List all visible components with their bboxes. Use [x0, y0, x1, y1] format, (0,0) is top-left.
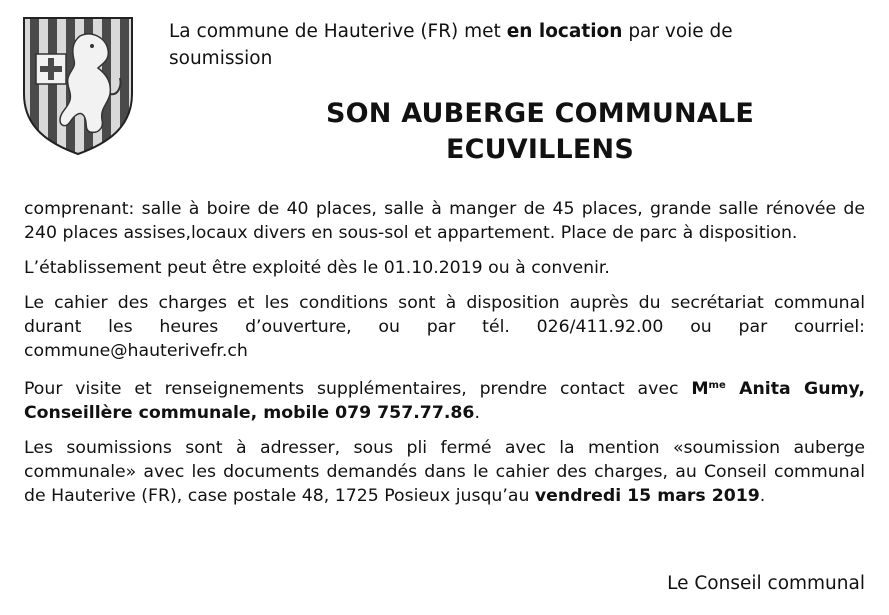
coat-of-arms-lion-icon: [22, 16, 134, 156]
documents-paragraph: Le cahier des charges et les conditions sont à disposition auprès du secrétariat communal durant les heures d’ouverture, ou par tél. 026/411.92.00 ou par courriel: commune@hauterivefr.ch: [24, 293, 865, 361]
submission-suffix: .: [759, 486, 766, 506]
intro-part1: La commune de Hauterive (FR) met: [169, 21, 507, 42]
intro-part2: par voie de soumission: [169, 21, 733, 69]
intro-bold: en location: [506, 21, 623, 42]
contact-title: M: [691, 379, 709, 399]
contact-paragraph: [24, 374, 865, 425]
contact-name: Anita Gumy, Conseillère communale, mobile 079 757.77.86: [24, 379, 865, 423]
submission-paragraph: [24, 436, 865, 508]
intro-text: [169, 18, 809, 72]
description-paragraph: comprenant: salle à boire de 40 places, salle à manger de 45 places, grande salle rénovée de 240 places assises,locaux divers en sous-sol et appartement. Place de parc à disposition.: [24, 199, 865, 243]
ad-title: [240, 96, 840, 168]
submission-deadline: vendredi 15 mars 2019: [534, 486, 760, 506]
contact-prefix: Pour visite et renseignements supplémentaires, prendre contact avec: [24, 379, 692, 399]
ad-body: [24, 197, 865, 519]
title-line1: SON AUBERGE COMMUNALE: [326, 98, 754, 129]
contact-suffix: .: [474, 403, 480, 423]
contact-title-sup: me: [708, 380, 726, 391]
availability-paragraph: L’établissement peut être exploité dès le 01.10.2019 ou à convenir.: [24, 258, 610, 278]
signature: Le Conseil communal: [667, 573, 865, 594]
title-line2: ECUVILLENS: [445, 134, 635, 165]
submission-text: Les soumissions sont à adresser, sous pli fermé avec la mention «soumission auberge communale» avec les documents demandés dans le cahier des charges, au Conseil communal de Hauterive (FR), case postale 48, 1725 Posieux jusqu’au: [24, 438, 865, 506]
